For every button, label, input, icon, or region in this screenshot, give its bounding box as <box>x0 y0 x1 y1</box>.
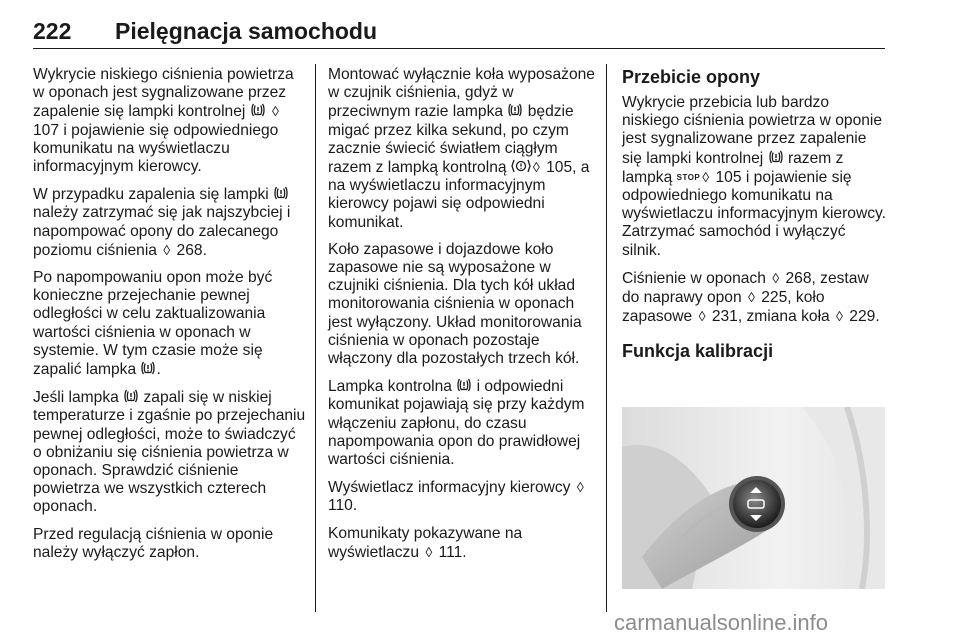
watermark: carmanualsonline.info <box>614 610 829 635</box>
paragraph: Komunikaty pokazywane na wyświetlaczu ◊ 111. <box>328 524 523 561</box>
paragraph: Koło zapasowe i dojazdowe koło zapasowe nie są wyposażone w czujniki ciśnienia. Dla tych kół układ monitorowania ciśnienia w oponach jest wyłączony. Układ monitorowania ciśnienia w oponach pozostaje włączony dla pozostałych trzech kół. <box>328 240 582 368</box>
paragraph: Wykrycie przebicia lub bardzo niskiego ciśnienia powietrza w oponie jest sygnalizowane przez zapalenie się lampki kontrolnej razem z lampką STOP ◊ 105 i pojawienie się odpowiedniego komunikatu na wyświetlaczu informacyjnym kierowcy. Zatrzymać samochód i wyłączyć silnik. <box>622 94 886 259</box>
paragraph: Wykrycie niskiego ciśnienia powietrza w oponach jest sygnalizowane przez zapalenie się lampki kontrolnej ◊ 107 i pojawienie się odpowiedniego komunikatu na wyświetlaczu informacyjnym kierowcy. <box>33 66 294 176</box>
page-reference-icon: ◊ <box>698 308 706 325</box>
tire-pressure-warning-icon <box>250 102 266 118</box>
tire-pressure-warning-icon <box>273 185 289 201</box>
tire-pressure-warning-icon <box>140 360 156 376</box>
tire-pressure-warning-icon <box>456 377 472 393</box>
stop-warning-icon: STOP <box>676 172 701 182</box>
column-divider <box>606 64 607 612</box>
steering-column-stalk-illustration <box>622 407 885 589</box>
paragraph: Lampka kontrolna i odpowiedni komunikat pojawiają się przy każdym włączeniu zapłonu, do czasu napompowania opon do prawidłowej wartości ciśnienia. <box>328 378 585 469</box>
paragraph: Wyświetlacz informacyjny kierowcy ◊ 110. <box>328 479 584 515</box>
paragraph: Jeśli lampka zapali się w niskiej temperaturze i zgaśnie po przejechaniu pewnej odległości, może to świadczyć o obniżaniu się ciśnienia powietrza w oponach. Sprawdzić ciśnienie powietrza we wszystkich czterech oponach. <box>33 389 306 516</box>
steering-warning-icon <box>511 158 531 174</box>
page-reference-icon: ◊ <box>425 543 433 560</box>
page-reference-icon: ◊ <box>747 289 755 306</box>
page-header <box>33 18 885 49</box>
page-reference-icon: ◊ <box>272 103 279 120</box>
text-column-3 <box>622 66 887 368</box>
paragraph: Po napompowaniu opon może być konieczne przejechanie pewnej odległości w celu zaktualizowania wartości ciśnienia w oponach w systemie. W tym czasie może się zapalić lampka . <box>33 269 273 379</box>
tire-pressure-warning-icon <box>768 149 784 165</box>
tire-pressure-warning-icon <box>507 102 523 118</box>
page-number: 222 <box>33 18 72 44</box>
section-heading: Przebicie opony <box>622 67 761 87</box>
page-reference-icon: ◊ <box>576 479 584 496</box>
text-column-2 <box>328 66 596 571</box>
page-reference-icon: ◊ <box>163 241 171 258</box>
column-divider <box>315 64 316 612</box>
page-reference-icon: ◊ <box>532 159 540 176</box>
paragraph: Przed regulacją ciśnienia w oponie należy wyłączyć zapłon. <box>33 525 274 561</box>
page-title: Pielęgnacja samochodu <box>115 18 378 44</box>
page-reference-icon: ◊ <box>836 308 843 325</box>
page-reference-icon: ◊ <box>702 168 710 185</box>
tire-pressure-warning-icon <box>123 388 139 404</box>
section-heading: Funkcja kalibracji <box>622 341 774 362</box>
calibration-button-photo <box>622 407 885 589</box>
paragraph: W przypadku zapalenia się lampki należy zatrzymać się jak najszybciej i napompować opony do zalecanego poziomu ciśnienia ◊ 268. <box>33 186 291 259</box>
paragraph: Montować wyłącznie koła wyposażone w czujnik ciśnienia, gdyż w przeciwnym razie lampka będzie migać przez kilka sekund, po czym zacznie świecić światłem ciągłym razem z lampką kontrolną ◊ 105, a na wyświetlaczu informacyjnym kierowcy pojawi się odpowiedni komunikat. <box>328 66 595 231</box>
page-reference-icon: ◊ <box>772 269 780 286</box>
paragraph: Ciśnienie w oponach ◊ 268, zestaw do naprawy opon ◊ 225, koło zapasowe ◊ 231, zmiana koła ◊ 229. <box>622 269 880 326</box>
text-column-1 <box>33 66 308 571</box>
